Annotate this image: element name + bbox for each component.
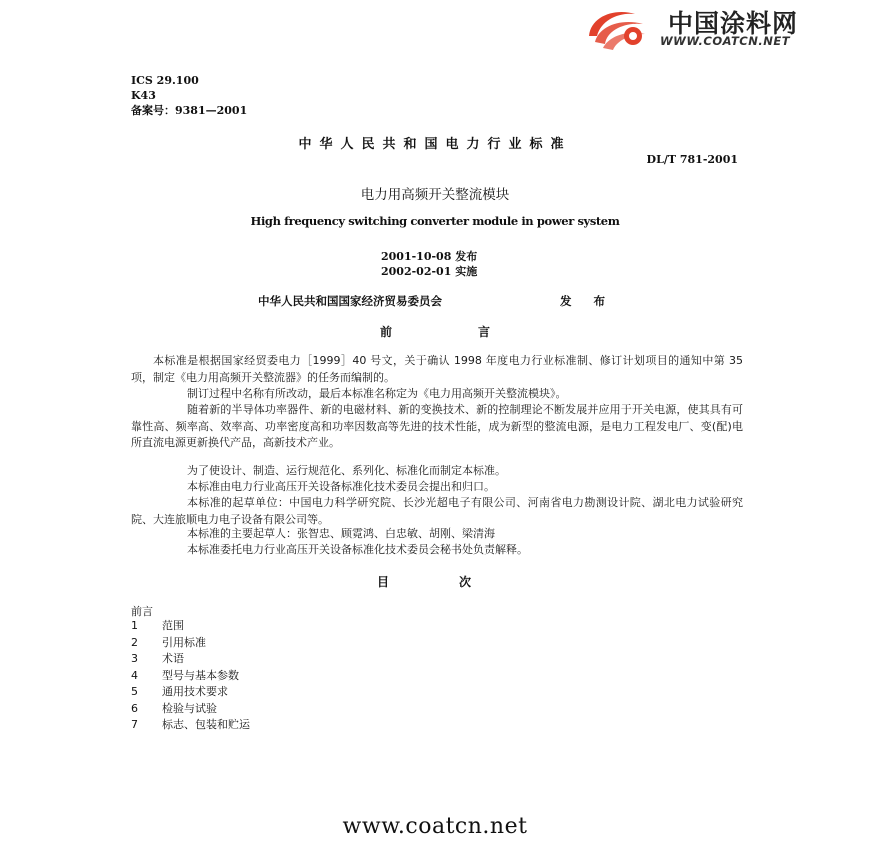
toc-item[interactable] [131,651,250,668]
footer-url[interactable]: www.coatcn.net [342,814,528,839]
toc-item-label: 引用标准 [162,635,206,649]
toc-item[interactable] [131,618,250,635]
toc-item-label: 型号与基本参数 [162,668,239,682]
classification-code: K43 [131,89,156,102]
toc-item[interactable] [131,668,250,685]
site-logo-url[interactable]: WWW.COATCN.NET [660,34,791,48]
foreword-paragraph: 本标准由电力行业高压开关设备标准化技术委员会提出和归口。 [187,480,495,493]
toc-list [131,618,250,734]
toc-item-label: 范围 [162,619,184,632]
foreword-paragraph: 本标准是根据国家经贸委电力［1999］40 号文，关于确认 1998 年度电力行业标准制、修订计划项目的通知中第 35 项，制定《电力用高频开关整流器》的任务而编制的。 [131,354,743,384]
toc-item-number: 1 [131,619,138,632]
toc-item-number: 7 [131,718,138,731]
document-title-cn: 电力用高频开关整流模块 [360,187,510,203]
toc-heading-right: 次 [459,575,472,589]
record-number: 备案号：9381—2001 [131,104,248,117]
implement-date: 2002-02-01 实施 [381,265,478,278]
toc-item-number: 5 [131,685,138,698]
toc-item-number: 3 [131,652,138,665]
standard-number: DL/T 781-2001 [646,153,738,166]
site-logo-name: 中国涂料网 [668,9,799,38]
site-logo-icon [585,6,647,50]
standard-category: 中华人民共和国电力行业标准 [298,137,572,152]
foreword-paragraph: 本标准的起草单位：中国电力科学研究院、长沙光超电子有限公司、河南省电力勘测设计院、湖北电力试验研究院、大连旅顺电力电子设备有限公司等。 [131,496,743,526]
foreword-heading-left: 前 [380,325,393,339]
toc-item[interactable] [131,701,250,718]
toc-item[interactable] [131,717,250,734]
publish-date: 2001-10-08 发布 [381,250,478,263]
toc-heading-left: 目 [377,575,390,589]
toc-item[interactable] [131,635,250,652]
toc-item-number: 2 [131,635,138,649]
foreword-paragraph: 随着新的半导体功率器件、新的电磁材料、新的变换技术、新的控制理论不断发展并应用于开关电源，使其具有可靠性高、频率高、效率高、功率密度高和功率因数高等先进的技术性能，成为新型的整流电源，是电力工程发电厂、变(配)电所直流电源更新换代产品，高新技术产业。 [131,403,743,449]
issuer: 中华人民共和国国家经济贸易委员会 [258,294,442,308]
foreword-paragraph: 本标准的主要起草人：张智忠、顾霓鸿、白忠敏、胡刚、梁清海 [187,527,495,540]
foreword-paragraph: 为了使设计、制造、运行规范化、系列化、标准化而制定本标准。 [187,464,506,477]
document-title-en: High frequency switching converter module in power system [250,214,620,228]
foreword-heading-right: 言 [478,325,491,339]
toc-item-label: 标志、包装和贮运 [162,718,250,731]
toc-item-foreword[interactable]: 前言 [131,605,153,618]
issuer-action: 发布 [560,294,627,308]
ics-code: ICS 29.100 [131,74,199,87]
toc-item[interactable] [131,684,250,701]
toc-item-number: 4 [131,668,138,682]
toc-item-number: 6 [131,701,138,715]
toc-item-label: 通用技术要求 [162,685,228,698]
foreword-paragraph: 制订过程中名称有所改动，最后本标准名称定为《电力用高频开关整流模块》。 [187,387,567,400]
toc-item-label: 术语 [162,652,184,665]
toc-item-label: 检验与试验 [162,701,217,715]
foreword-paragraph: 本标准委托电力行业高压开关设备标准化技术委员会秘书处负责解释。 [187,543,528,556]
